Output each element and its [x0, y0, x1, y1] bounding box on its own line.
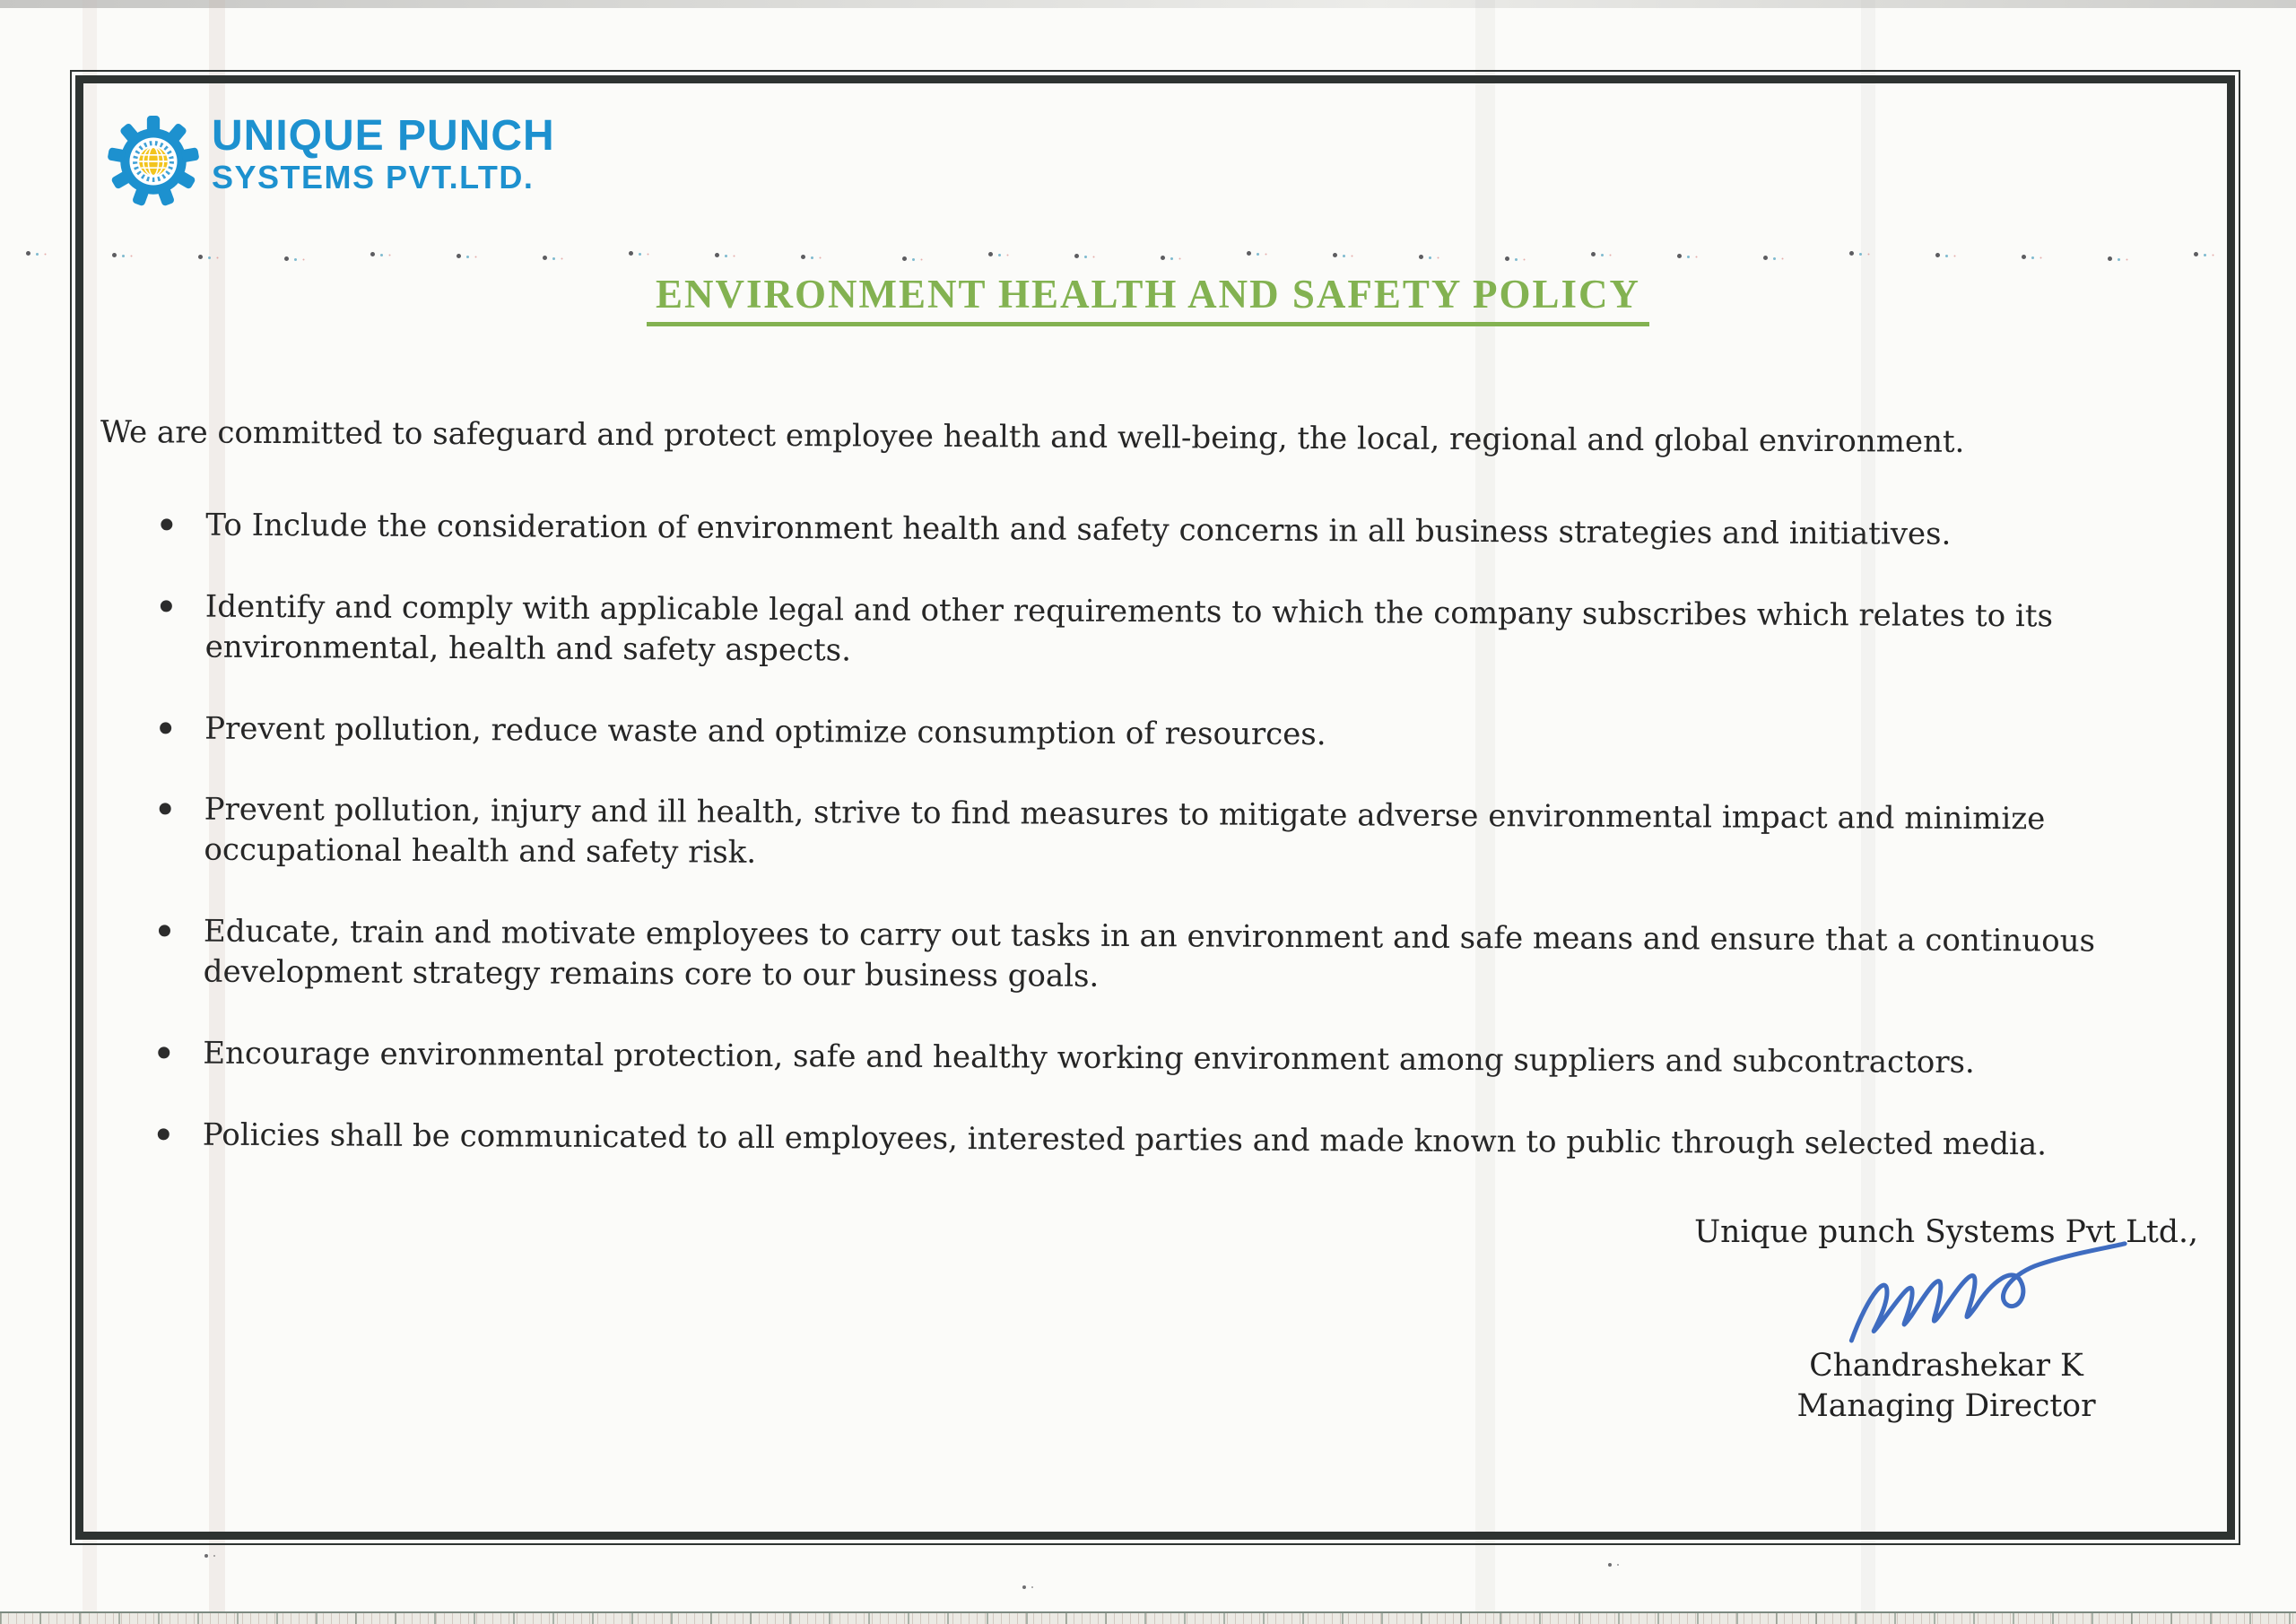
signatory-title: Managing Director — [1796, 1387, 2096, 1424]
company-logo-text — [212, 112, 555, 195]
policy-bullet-text: Policies shall be communicated to all employees, interested parties and made known to public through selected media. — [202, 1116, 2048, 1163]
company-logo — [108, 112, 555, 208]
policy-bullet — [203, 1033, 2246, 1084]
scan-edge-bottom — [0, 1611, 2296, 1624]
policy-bullet-text: To Include the consideration of environment health and safety concerns in all business strategies and initiatives. — [205, 507, 1952, 552]
gear-globe-icon — [108, 115, 199, 208]
policy-bullet — [204, 708, 2248, 760]
page-title: ENVIRONMENT HEALTH AND SAFETY POLICY — [647, 271, 1649, 326]
policy-bullet — [205, 586, 2248, 678]
scan-dot-cluster — [1022, 1585, 1026, 1589]
policy-bullet-text: Prevent pollution, injury and ill health, strive to find measures to mitigate adverse environmental impact and minimize occupational health and safety risk. — [204, 791, 2046, 872]
scan-dot-cluster — [26, 251, 30, 256]
signature-block — [1686, 1212, 2206, 1427]
policy-bullet-text: Prevent pollution, reduce waste and optimize consumption of resources. — [204, 710, 1326, 752]
policy-bullet — [204, 790, 2247, 881]
policy-bullet-text: Identify and comply with applicable legal and other requirements to which the company subscribes which relates to its environmental, health and safety aspects. — [204, 588, 2054, 669]
policy-bullet — [203, 1115, 2246, 1166]
scan-dot-cluster — [1608, 1563, 1612, 1567]
policy-bullet-text: Encourage environmental protection, safe and healthy working environment among suppliers and subcontractors. — [203, 1035, 1975, 1081]
handwritten-signature — [1836, 1239, 2136, 1353]
signatory-name: Chandrashekar K — [1809, 1347, 2083, 1384]
intro-paragraph: We are committed to safeguard and protect employee health and well-being, the local, regional and global environment. — [100, 413, 1965, 460]
globe-icon — [139, 147, 168, 176]
policy-bullet — [205, 505, 2248, 556]
title-row — [0, 271, 2296, 326]
scan-dot-cluster — [204, 1554, 208, 1558]
policy-bullet-list — [97, 505, 2249, 1166]
signature-company: Unique punch Systems Pvt Ltd., — [1694, 1214, 2198, 1250]
company-name-line1: UNIQUE PUNCH — [212, 112, 555, 160]
policy-bullet-text: Educate, train and motivate employees to carry out tasks in an environment and safe means and ensure that a continuous development strategy remains core to our business goals. — [203, 913, 2096, 994]
policy-body — [96, 413, 2249, 1207]
company-name-line2: SYSTEMS PVT.LTD. — [212, 158, 535, 195]
policy-bullet — [204, 912, 2247, 1003]
scan-edge-top — [0, 0, 2296, 8]
